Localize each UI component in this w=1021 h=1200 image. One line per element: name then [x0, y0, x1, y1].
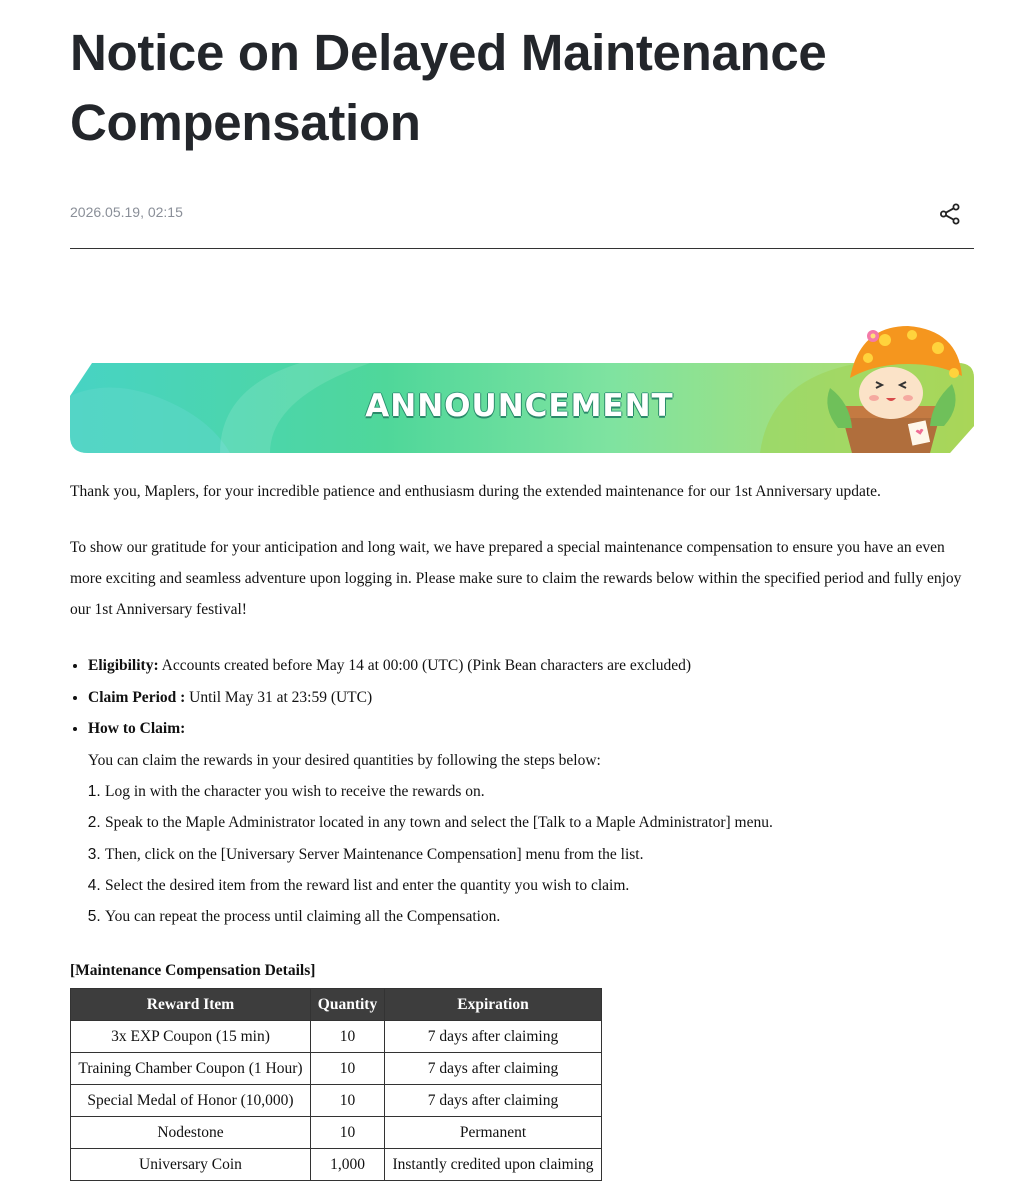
- table-row: [71, 1149, 602, 1181]
- info-list: [70, 650, 992, 932]
- share-icon[interactable]: [938, 202, 962, 226]
- banner-title: ANNOUNCEMENT: [365, 388, 674, 424]
- quantity-cell: 10: [311, 1021, 385, 1053]
- compensation-table: [70, 988, 602, 1181]
- reward-item-cell: Special Medal of Honor (10,000): [71, 1085, 311, 1117]
- how-to-claim-label: How to Claim:: [88, 720, 186, 737]
- step-item: 1. Log in with the character you wish to receive the rewards on.: [105, 776, 992, 807]
- page-title: Notice on Delayed Maintenance Compensation: [70, 24, 827, 151]
- step-item: 5. You can repeat the process until claiming all the Compensation.: [105, 901, 992, 932]
- table-row: [71, 1085, 602, 1117]
- step-item: 4. Select the desired item from the reward list and enter the quantity you wish to claim.: [105, 870, 992, 901]
- eligibility-item: [88, 650, 992, 682]
- expiration-cell: 7 days after claiming: [385, 1053, 602, 1085]
- step-item: 3. Then, click on the [Universary Server Maintenance Compensation] menu from the list.: [105, 839, 992, 870]
- table-row: [71, 1117, 602, 1149]
- how-to-claim-intro: You can claim the rewards in your desired quantities by following the steps below:: [88, 751, 601, 769]
- intro-paragraph: Thank you, Maplers, for your incredible patience and enthusiasm during the extended maintenance for our 1st Anniversary update.: [70, 483, 881, 500]
- column-header: Reward Item: [71, 989, 311, 1021]
- how-to-claim-item: [88, 713, 992, 932]
- post-date: 2026.05.19, 02:15: [70, 204, 183, 220]
- claim-period-value: Until May 31 at 23:59 (UTC): [185, 688, 373, 706]
- reward-item-cell: Training Chamber Coupon (1 Hour): [71, 1053, 311, 1085]
- claim-steps-list: [88, 776, 992, 932]
- step-item: 2. Speak to the Maple Administrator located in any town and select the [Talk to a Maple Administrator] menu.: [105, 807, 992, 838]
- column-header: Expiration: [385, 989, 602, 1021]
- expiration-cell: Permanent: [385, 1117, 602, 1149]
- header-divider: [70, 248, 974, 249]
- reward-item-cell: 3x EXP Coupon (15 min): [71, 1021, 311, 1053]
- expiration-cell: 7 days after claiming: [385, 1021, 602, 1053]
- quantity-cell: 10: [311, 1085, 385, 1117]
- claim-period-label: Claim Period :: [88, 688, 186, 706]
- table-header-row: [71, 989, 602, 1021]
- expiration-cell: 7 days after claiming: [385, 1085, 602, 1117]
- quantity-cell: 10: [311, 1117, 385, 1149]
- compensation-table-title: [Maintenance Compensation Details]: [70, 962, 316, 979]
- column-header: Quantity: [311, 989, 385, 1021]
- eligibility-label: Eligibility:: [88, 657, 159, 674]
- gratitude-paragraph: To show our gratitude for your anticipation and long wait, we have prepared a special maintenance compensation to ensure you have an even more exciting and seamless adventure upon logging in. Please make sure to claim the rewards below within the specified period and fully enjoy our 1st Anniversary festival!: [70, 539, 962, 618]
- quantity-cell: 1,000: [311, 1149, 385, 1181]
- reward-item-cell: Universary Coin: [71, 1149, 311, 1181]
- expiration-cell: Instantly credited upon claiming: [385, 1149, 602, 1181]
- eligibility-value: Accounts created before May 14 at 00:00 (UTC) (Pink Bean characters are excluded): [158, 657, 692, 674]
- table-row: [71, 1053, 602, 1085]
- quantity-cell: 10: [311, 1053, 385, 1085]
- table-row: [71, 1021, 602, 1053]
- reward-item-cell: Nodestone: [71, 1117, 311, 1149]
- claim-period-item: [88, 682, 992, 714]
- announcement-banner: [70, 318, 974, 458]
